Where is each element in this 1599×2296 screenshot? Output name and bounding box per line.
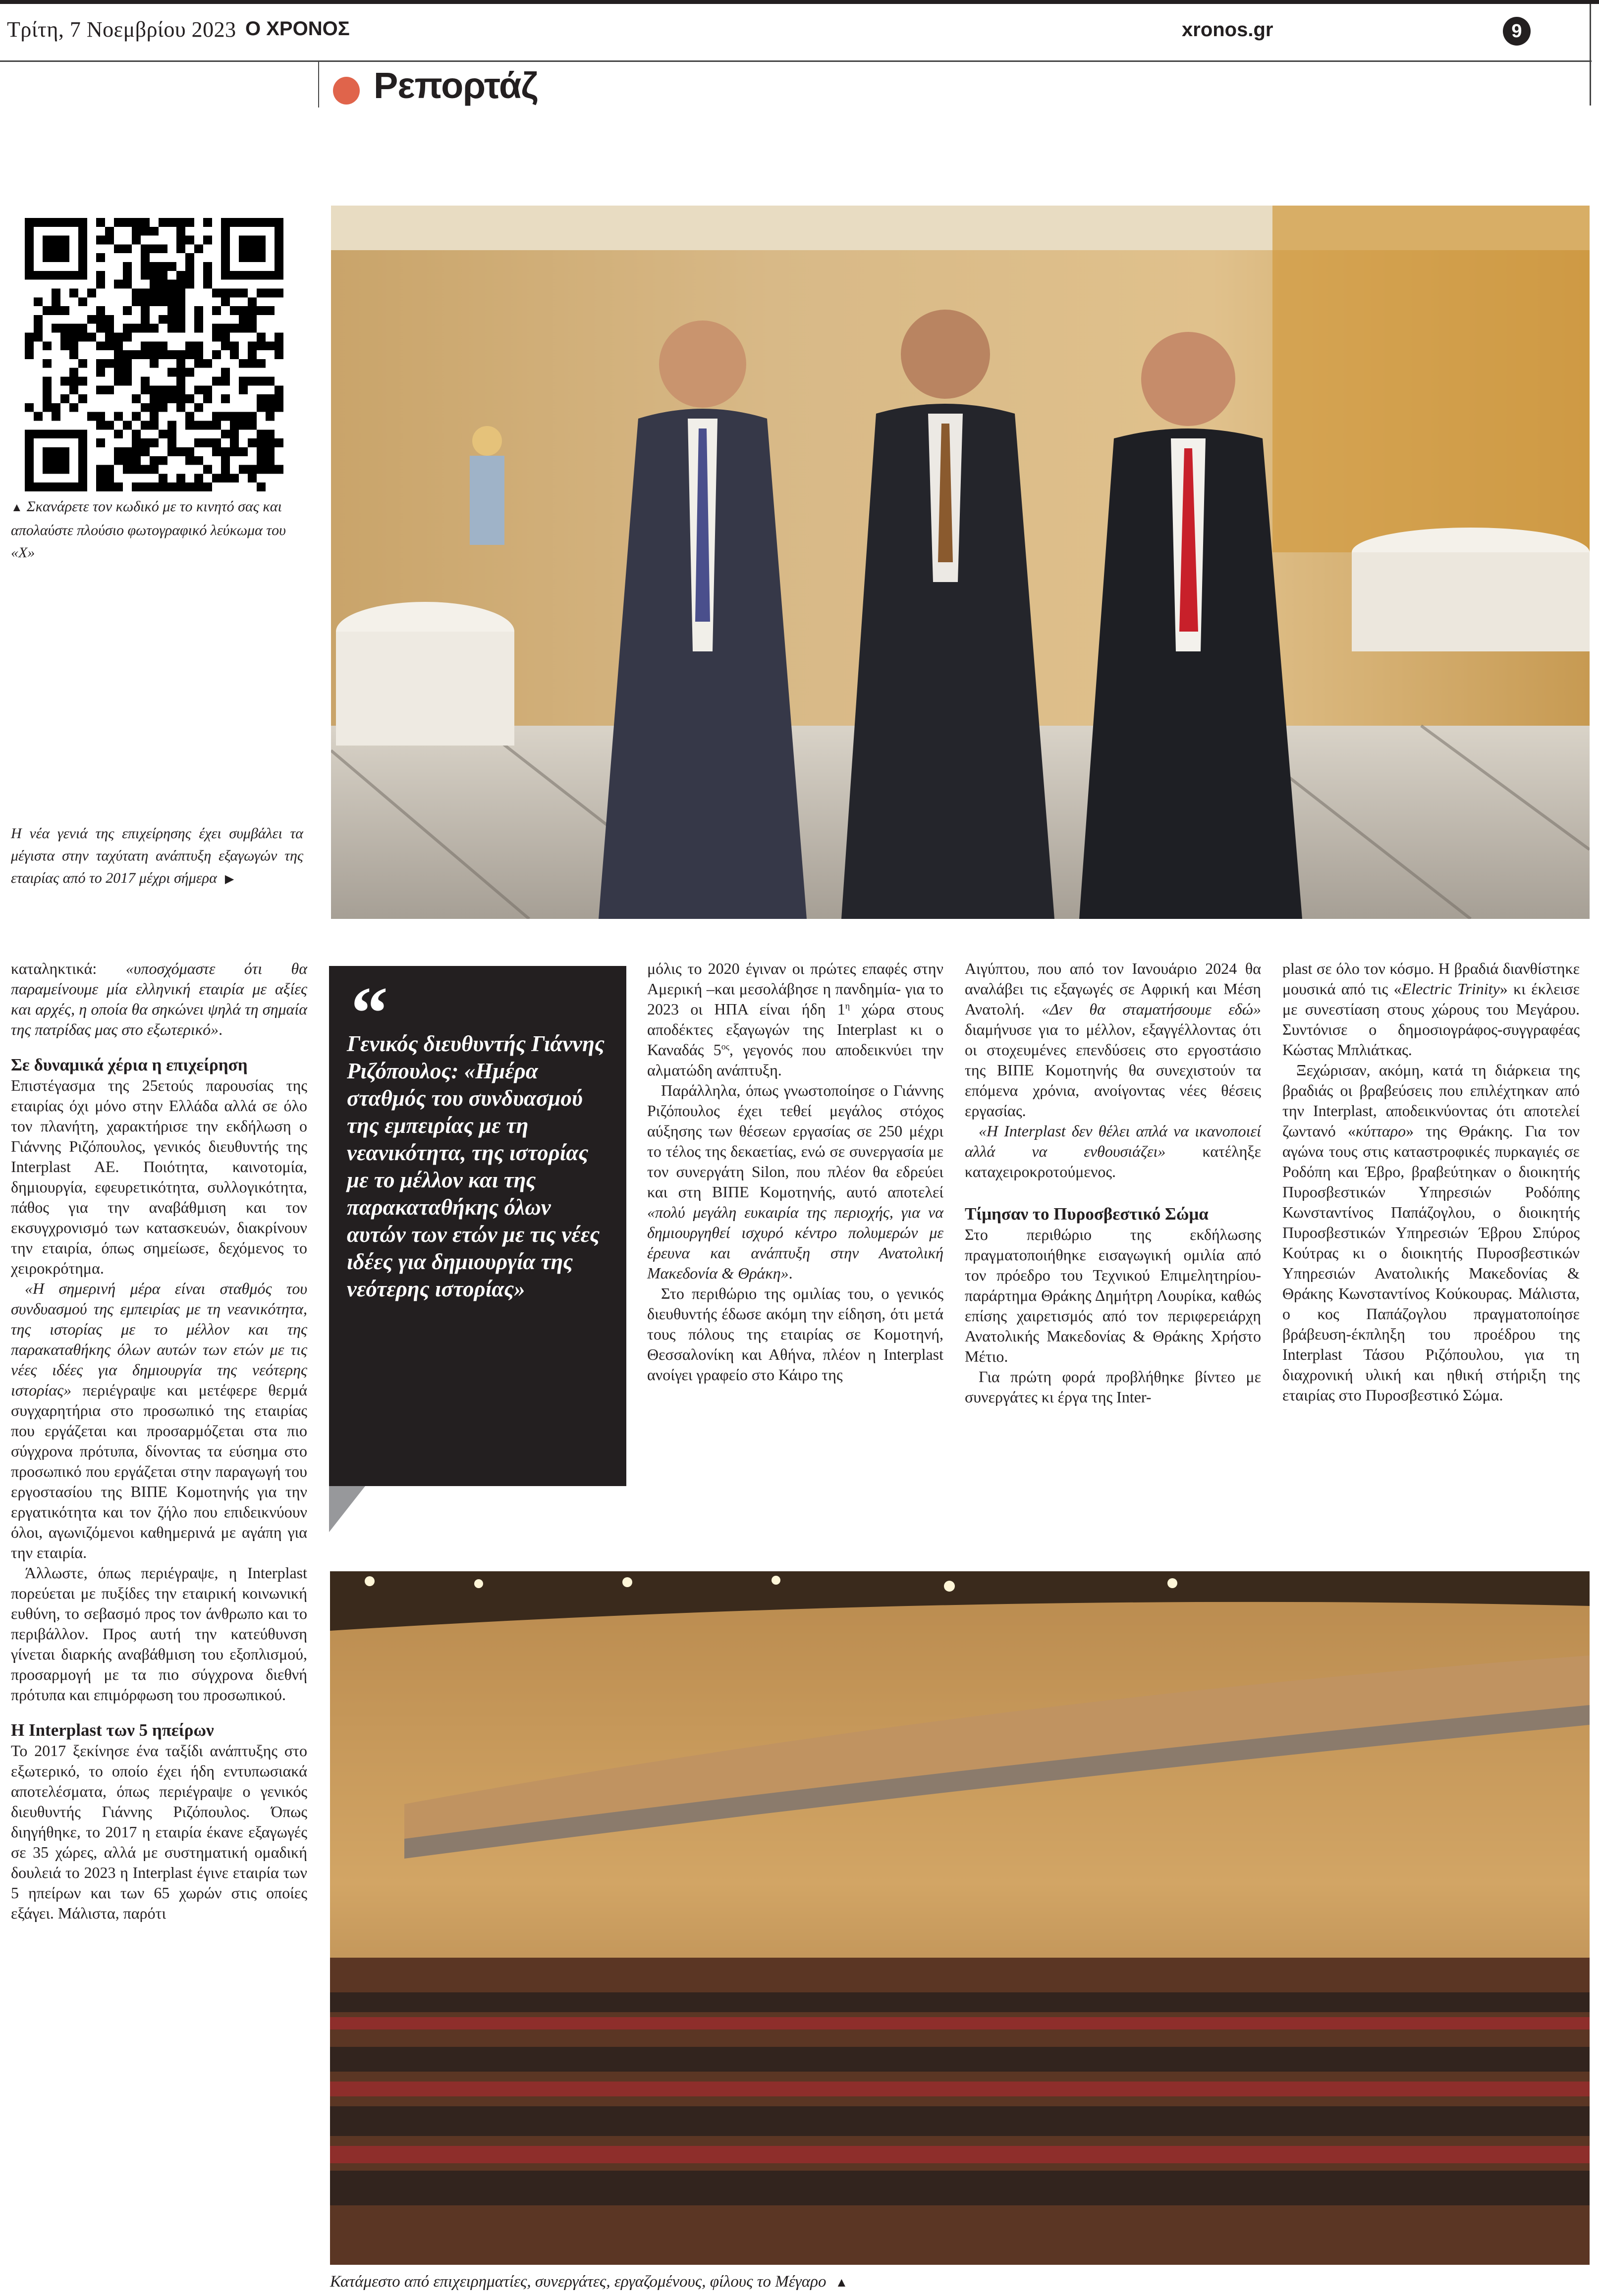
photo1-caption-text: Η νέα γενιά της επιχείρησης έχει συμβάλει τα μέγιστα στην ταχύτατη ανάπτυξη εξαγωγών της εταιρίας από το 2017 μέχρι σήμερα — [11, 825, 303, 886]
paragraph-text: κατέληξε καταχειροκροτούμενος. — [965, 1142, 1262, 1180]
paragraph-text: » κι έκλεισε με συνεστίαση στους χώρους του Μεγάρου. Συντόνισε ο δημοσιογράφος-συγγραφέας Κώστας Μπλιάτκας. — [1282, 980, 1580, 1059]
website-link[interactable]: xronos.gr — [1182, 19, 1273, 41]
edge-rule — [1590, 4, 1591, 106]
subheading: Η Interplast των 5 ηπείρων — [11, 1720, 214, 1740]
qr-code[interactable] — [25, 218, 283, 491]
subheading: Τίμησαν το Πυροσβεστικό Σώμα — [965, 1204, 1209, 1224]
paragraph: Επιστέγασμα της 25ετούς παρουσίας της εταιρίας όχι μόνο στην Ελλάδα αλλά σε όλο τον πλανήτη, χαρακτήρισε την εκδήλωση ο Γιάννης Ριζόπουλος, γενικός διευθυντής της Interplast AE. Ποιότητα, καινοτομία, δημιουργία, εφευρετικότητα, συλλογικότητα, πάθος για την αναβάθμιση και τον εκσυγχρονισμό των κατασκευών, διακρίνουν την εταιρία, όπως σημείωσε, δεχόμενος το χειροκρότημα. — [11, 1076, 307, 1277]
emphasis-text: Electric Trinity — [1401, 980, 1500, 998]
paragraph: Το 2017 ξεκίνησε ένα ταξίδι ανάπτυξης στο εξωτερικό, το οποίο έχει ήδη εντυπωσιακά αποτελέσματα, όπως περιέγραψε ο γενικός διευθυντής Γιάννης Ριζόπουλος. Όπως διηγήθηκε, το 2017 η εταιρία έκανε εξαγωγές σε 35 χώρες, αλλά με συστηματική ομαδική δουλειά το 2023 η Interplast έγινε εταιρία των 5 ηπείρων και των 65 χωρών στις οποίες εξάγει. Μάλιστα, παρότι — [11, 1742, 307, 1922]
qr-caption-text: Σκανάρετε τον κωδικό με το κινητό σας και απολαύστε πλούσιο φωτογραφικό λεύκωμα του «Χ» — [11, 498, 286, 561]
triangle-up-icon: ▲ — [835, 2275, 848, 2290]
quote-text: «υποσχόμαστε ότι θα παραμείνουμε μία ελληνική εταιρία με αξίες και αρχές, η οποία θα σηκώνει ψηλά τη σημαία της πατρίδας μας στο εξωτερικό» — [11, 960, 308, 1038]
section-dot-icon — [333, 77, 360, 105]
qr-caption — [11, 495, 293, 564]
paragraph: Για πρώτη φορά προβλήθηκε βίντεο με συνεργάτες κι έργα της Inter- — [965, 1368, 1261, 1406]
paragraph-text: διαμήνυσε για το μέλλον, εξαγγέλλοντας ότι οι στοχευμένες επενδύσεις στο εργοστάσιο της ΒΙΠΕ Κομοτηνής θα συνεχιστούν τα επόμενα χρόνια, ανοίγοντας νέες θέσεις εργασίας. — [965, 1020, 1261, 1120]
paragraph-text: Αιγύπτου, που από τον Ιανουάριο 2024 θα αναλάβει τις εξαγωγές σε Αφρική και Μέση Ανατολή. — [965, 960, 1261, 1018]
subheading: Σε δυναμικά χέρια η επιχείρηση — [11, 1055, 248, 1074]
pull-quote-tail — [329, 1486, 365, 1532]
article-column-1 — [11, 959, 307, 1923]
quote-mark-icon: “ — [351, 972, 388, 1054]
paragraph — [11, 1279, 307, 1563]
article-column-3 — [647, 959, 943, 1385]
article-column-5 — [1282, 959, 1580, 1405]
newspaper-name: Ο ΧΡΟΝΟΣ — [245, 18, 350, 40]
photo2-caption — [330, 2273, 848, 2291]
quote-text: «πολύ μεγάλη ευκαιρία της περιοχής, για να δημιουργηθεί ισχυρό κέντρο πολυμερών με έρευνα και ανάπτυξη στην Ανατολική Μακεδονία & Θράκη» — [647, 1203, 943, 1282]
paragraph-text: » της Θράκης. Για τον αγώνα τους στις καταστροφικές πυρκαγιές σε Ροδόπη και Έβρο, βραβεύτηκαν ο διοικητής Πυροσβεστικών Υπηρεσιών Ροδόπης Κωνσταντίνος Παπάζογλου, ο διοικητής Πυροσβεστικών Υπηρεσιών Έβρου Σπύρος Κούτρας κι ο διοικητής Πυροσβεστικών Υπηρεσιών Ανατολικής Μακεδονίας & Θράκης Κωνσταντίνος Κούκουρας. Μάλιστα, ο κος Παπάζογλου πραγματοποίησε βράβευση-έκπληξη του προέδρου της Interplast Τάσου Ριζόπουλου, για τη διαχρονική υλική και ηθική στήριξη της εταιρίας στο Πυροσβεστικό Σώμα. — [1282, 1122, 1580, 1404]
page-number-badge: 9 — [1503, 17, 1531, 46]
paragraph-text: καταληκτικά: — [11, 960, 126, 977]
paragraph — [965, 1121, 1261, 1182]
superscript: ος — [721, 1041, 729, 1052]
paragraph-text: περιέγραψε και μετέφερε θερμά συγχαρητήρια στο προσωπικό της εταιρίας που εργάζεται και προσαρμόζεται στα πιο σύγχρονα πρότυπα, δίνοντας τα εύσημα στο προσωπικό που εργάζεται στην παραγωγή του εργοστασίου της ΒΙΠΕ Κομοτηνής για την εργατικότητα και τον ζήλο που επιδεικνύουν όλοι, αγωνιζόμενοι καθημερινά με αγάπη για την εταιρία. — [11, 1381, 307, 1561]
paragraph — [1282, 1060, 1580, 1405]
paragraph-text: plast σε όλο τον κόσμο. Η βραδιά διανθίστηκε μουσικά από τις « — [1282, 960, 1580, 998]
quote-text: «Δεν θα σταματήσουμε εδώ» — [1042, 1000, 1262, 1018]
pull-quote-box — [329, 966, 626, 1486]
section-divider — [318, 62, 319, 107]
superscript: η — [845, 1001, 850, 1011]
paragraph-text: . — [788, 1264, 793, 1282]
quote-text: «Η Interplast δεν θέλει απλά να ικανοποιεί αλλά να ενθουσιάζει» — [965, 1122, 1261, 1160]
photo1-caption — [11, 822, 303, 891]
paragraph — [647, 959, 943, 1080]
photo-auditorium — [330, 1571, 1590, 2265]
top-bar — [0, 0, 1599, 4]
paragraph — [647, 1080, 943, 1283]
photo-executives — [331, 206, 1590, 919]
issue-date: Τρίτη, 7 Νοεμβρίου 2023 — [7, 17, 236, 42]
emphasis-text: κύτταρο — [1356, 1122, 1406, 1140]
paragraph-text: μόλις το 2020 έγιναν οι πρώτες επαφές στην Αμερική –και μεσολάβησε η πανδημία- για το 2023 οι ΗΠΑ είναι ήδη 1 — [647, 960, 943, 1018]
paragraph-text: Ξεχώρισαν, ακόμη, κατά τη διάρκεια της βραδιάς οι βραβεύσεις που επιλέχτηκαν από την Interplast, αποδεικνύοντας ότι αποτελεί ζωντανό « — [1282, 1061, 1580, 1140]
triangle-right-icon: ▶ — [224, 873, 234, 886]
paragraph: Στο περιθώριο της ομιλίας του, ο γενικός διευθυντής έδωσε ακόμη την είδηση, ότι μετά τους πόλους της εταιρίας σε Κομοτηνή, Θεσσαλονίκη και Αθήνα, πλέον η Interplast ανοίγει γραφείο στο Κάιρο της — [647, 1284, 943, 1384]
article-column-4 — [965, 959, 1261, 1407]
header-rule — [0, 60, 1592, 62]
section-title: Ρεπορτάζ — [374, 65, 538, 106]
paragraph-text: χώρα στους αποδέκτες εξαγωγών της Interplast κι ο Καναδάς 5 — [647, 1000, 944, 1059]
paragraph: Στο περιθώριο της εκδήλωσης πραγματοποιήθηκε εισαγωγική ομιλία από τον πρόεδρο του Τεχνικού Επιμελητηρίου-παράρτημα Θράκης Δημήτρη Λουρίκα, καθώς επίσης χαιρετισμός από τον περιφερειάρχη Ανατολικής Μακεδονίας & Θράκης Χρήστο Μέτιο. — [965, 1226, 1261, 1365]
paragraph — [1282, 959, 1580, 1060]
pull-quote-text: Γενικός διευθυντής Γιάννης Ριζόπουλος: «Ημέρα σταθμός του συνδυασμού της εμπειρίας με τη νεανικότητα, της ιστορίας με το μέλλον και της παρακαταθήκης όλων αυτών των ετών με τις νέες ιδέες για δημιουργία της νεότερης ιστορίας» — [347, 1031, 605, 1301]
paragraph-text: Παράλληλα, όπως γνωστοποίησε ο Γιάννης Ριζόπουλος έχει τεθεί μεγάλος στόχος αύξησης των θέσεων εργασίας σε 250 μέχρι το τέλος της δεκαετίας, ενώ σε συνεργασία με τον συνεργάτη Silon, που πλέον θα εδρεύει και στη ΒΙΠΕ Κομοτηνής, αυτό αποτελεί — [647, 1081, 943, 1201]
paragraph-text: , γεγονός που αποδεικνύει την αλματώδη ανάπτυξη. — [647, 1041, 944, 1079]
triangle-up-icon: ▲ — [11, 501, 23, 514]
quote-text: «Η σημερινή μέρα είναι σταθμός του συνδυασμού της εμπειρίας με τη νεανικότητα, της ιστορίας με το μέλλον και της παρακαταθήκης όλων αυτών των ετών με τις νέες ιδέες για δημιουργία της νεότερης ιστορίας» — [11, 1280, 307, 1399]
photo2-caption-text: Κατάμεστο από επιχειρηματίες, συνεργάτες, εργαζομένους, φίλους το Μέγαρο — [330, 2273, 827, 2291]
paragraph — [965, 959, 1261, 1121]
paragraph-text: . — [219, 1020, 223, 1038]
paragraph — [11, 959, 307, 1040]
paragraph: Άλλωστε, όπως περιέγραψε, η Interplast πορεύεται με πυξίδες την εταιρική κοινωνική ευθύνη, το σεβασμό προς τον άνθρωπο και το περιβάλλον. Προς αυτή την κατεύθυνση γίνεται διαρκής αναβάθμιση του εξοπλισμού, προσαρμογή με τα πιο σύγχρονα διεθνή πρότυπα και επιμόρφωση του προσωπικού. — [11, 1564, 307, 1704]
